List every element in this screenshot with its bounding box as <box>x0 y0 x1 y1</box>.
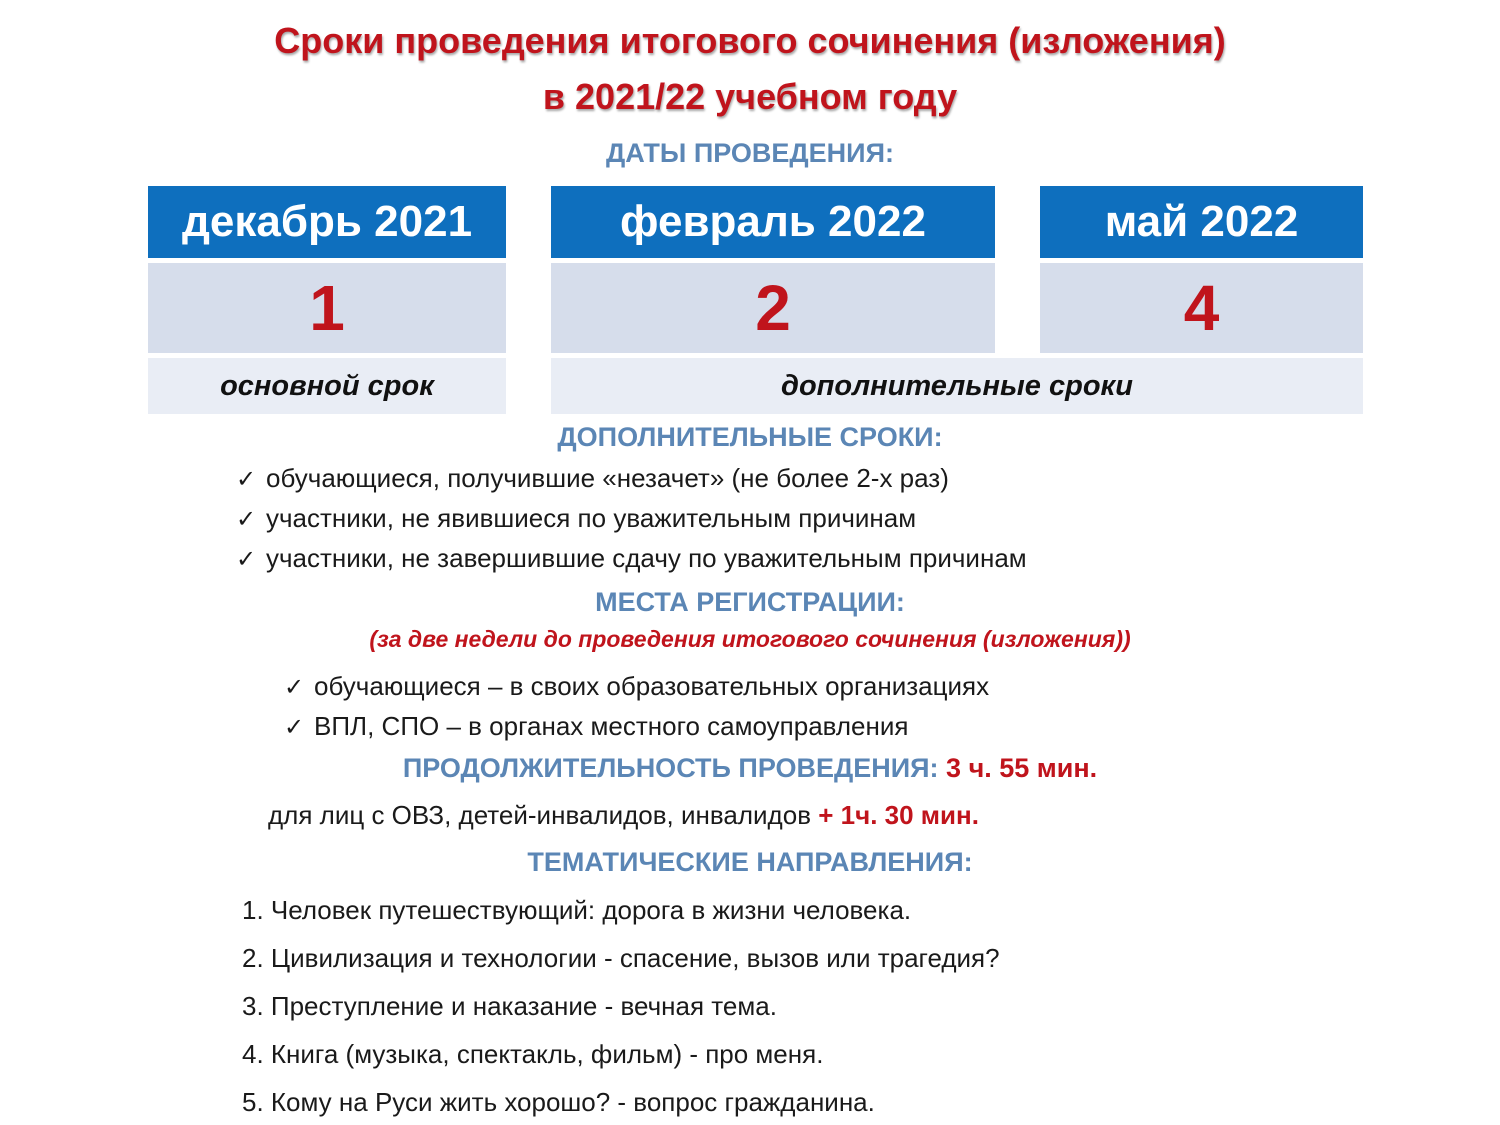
topic-item: 1. Человек путешествующий: дорога в жизни человека. <box>242 895 912 925</box>
month-may-2022: май 2022 <box>1040 186 1363 258</box>
additional-item-text: обучающиеся, получившие «незачет» (не более 2-х раз) <box>266 463 949 493</box>
dates-heading: ДАТЫ ПРОВЕДЕНИЯ: <box>606 138 894 168</box>
check-icon: ✓ <box>236 506 257 533</box>
check-icon: ✓ <box>284 674 305 701</box>
day-february: 2 <box>551 263 995 353</box>
additional-item <box>236 541 1027 577</box>
duration-value: 3 ч. 55 мин. <box>946 753 1098 783</box>
additional-heading: ДОПОЛНИТЕЛЬНЫЕ СРОКИ: <box>557 422 943 452</box>
month-february-2022: февраль 2022 <box>551 186 995 258</box>
registration-item-text: ВПЛ, СПО – в органах местного самоуправления <box>314 711 909 741</box>
registration-note: (за две недели до проведения итогового сочинения (изложения)) <box>369 626 1131 652</box>
duration-extra-text: для лиц с ОВЗ, детей-инвалидов, инвалидов <box>268 800 812 830</box>
day-december: 1 <box>148 263 506 353</box>
duration-label: ПРОДОЛЖИТЕЛЬНОСТЬ ПРОВЕДЕНИЯ: <box>402 753 939 783</box>
page-title-line1: Сроки проведения итогового сочинения (изложения) <box>274 20 1226 61</box>
main-term-label: основной срок <box>148 358 506 414</box>
additional-item <box>236 461 949 497</box>
registration-item-text: обучающиеся – в своих образовательных организациях <box>314 671 990 701</box>
duration-row <box>0 753 1500 784</box>
duration-extra-row <box>268 800 979 831</box>
additional-item <box>236 501 916 537</box>
check-icon: ✓ <box>236 546 257 573</box>
topic-item: 3. Преступление и наказание - вечная тема. <box>242 991 777 1021</box>
additional-item-text: участники, не завершившие сдачу по уважительным причинам <box>266 543 1027 573</box>
day-may: 4 <box>1040 263 1363 353</box>
topic-item: 2. Цивилизация и технологии - спасение, вызов или трагедия? <box>242 943 1000 973</box>
duration-extra-value: + 1ч. 30 мин. <box>818 800 979 830</box>
topic-item: 4. Книга (музыка, спектакль, фильм) - про меня. <box>242 1039 824 1069</box>
check-icon: ✓ <box>236 466 257 493</box>
registration-heading: МЕСТА РЕГИСТРАЦИИ: <box>595 587 905 617</box>
topic-item: 5. Кому на Руси жить хорошо? - вопрос гражданина. <box>242 1087 875 1117</box>
registration-item <box>284 669 989 705</box>
topics-heading: ТЕМАТИЧЕСКИЕ НАПРАВЛЕНИЯ: <box>527 847 973 877</box>
registration-item <box>284 709 908 745</box>
additional-terms-label: дополнительные сроки <box>551 358 1363 414</box>
month-december-2021: декабрь 2021 <box>148 186 506 258</box>
page-title-line2: в 2021/22 учебном году <box>542 76 958 117</box>
check-icon: ✓ <box>284 714 305 741</box>
additional-item-text: участники, не явившиеся по уважительным причинам <box>266 503 917 533</box>
